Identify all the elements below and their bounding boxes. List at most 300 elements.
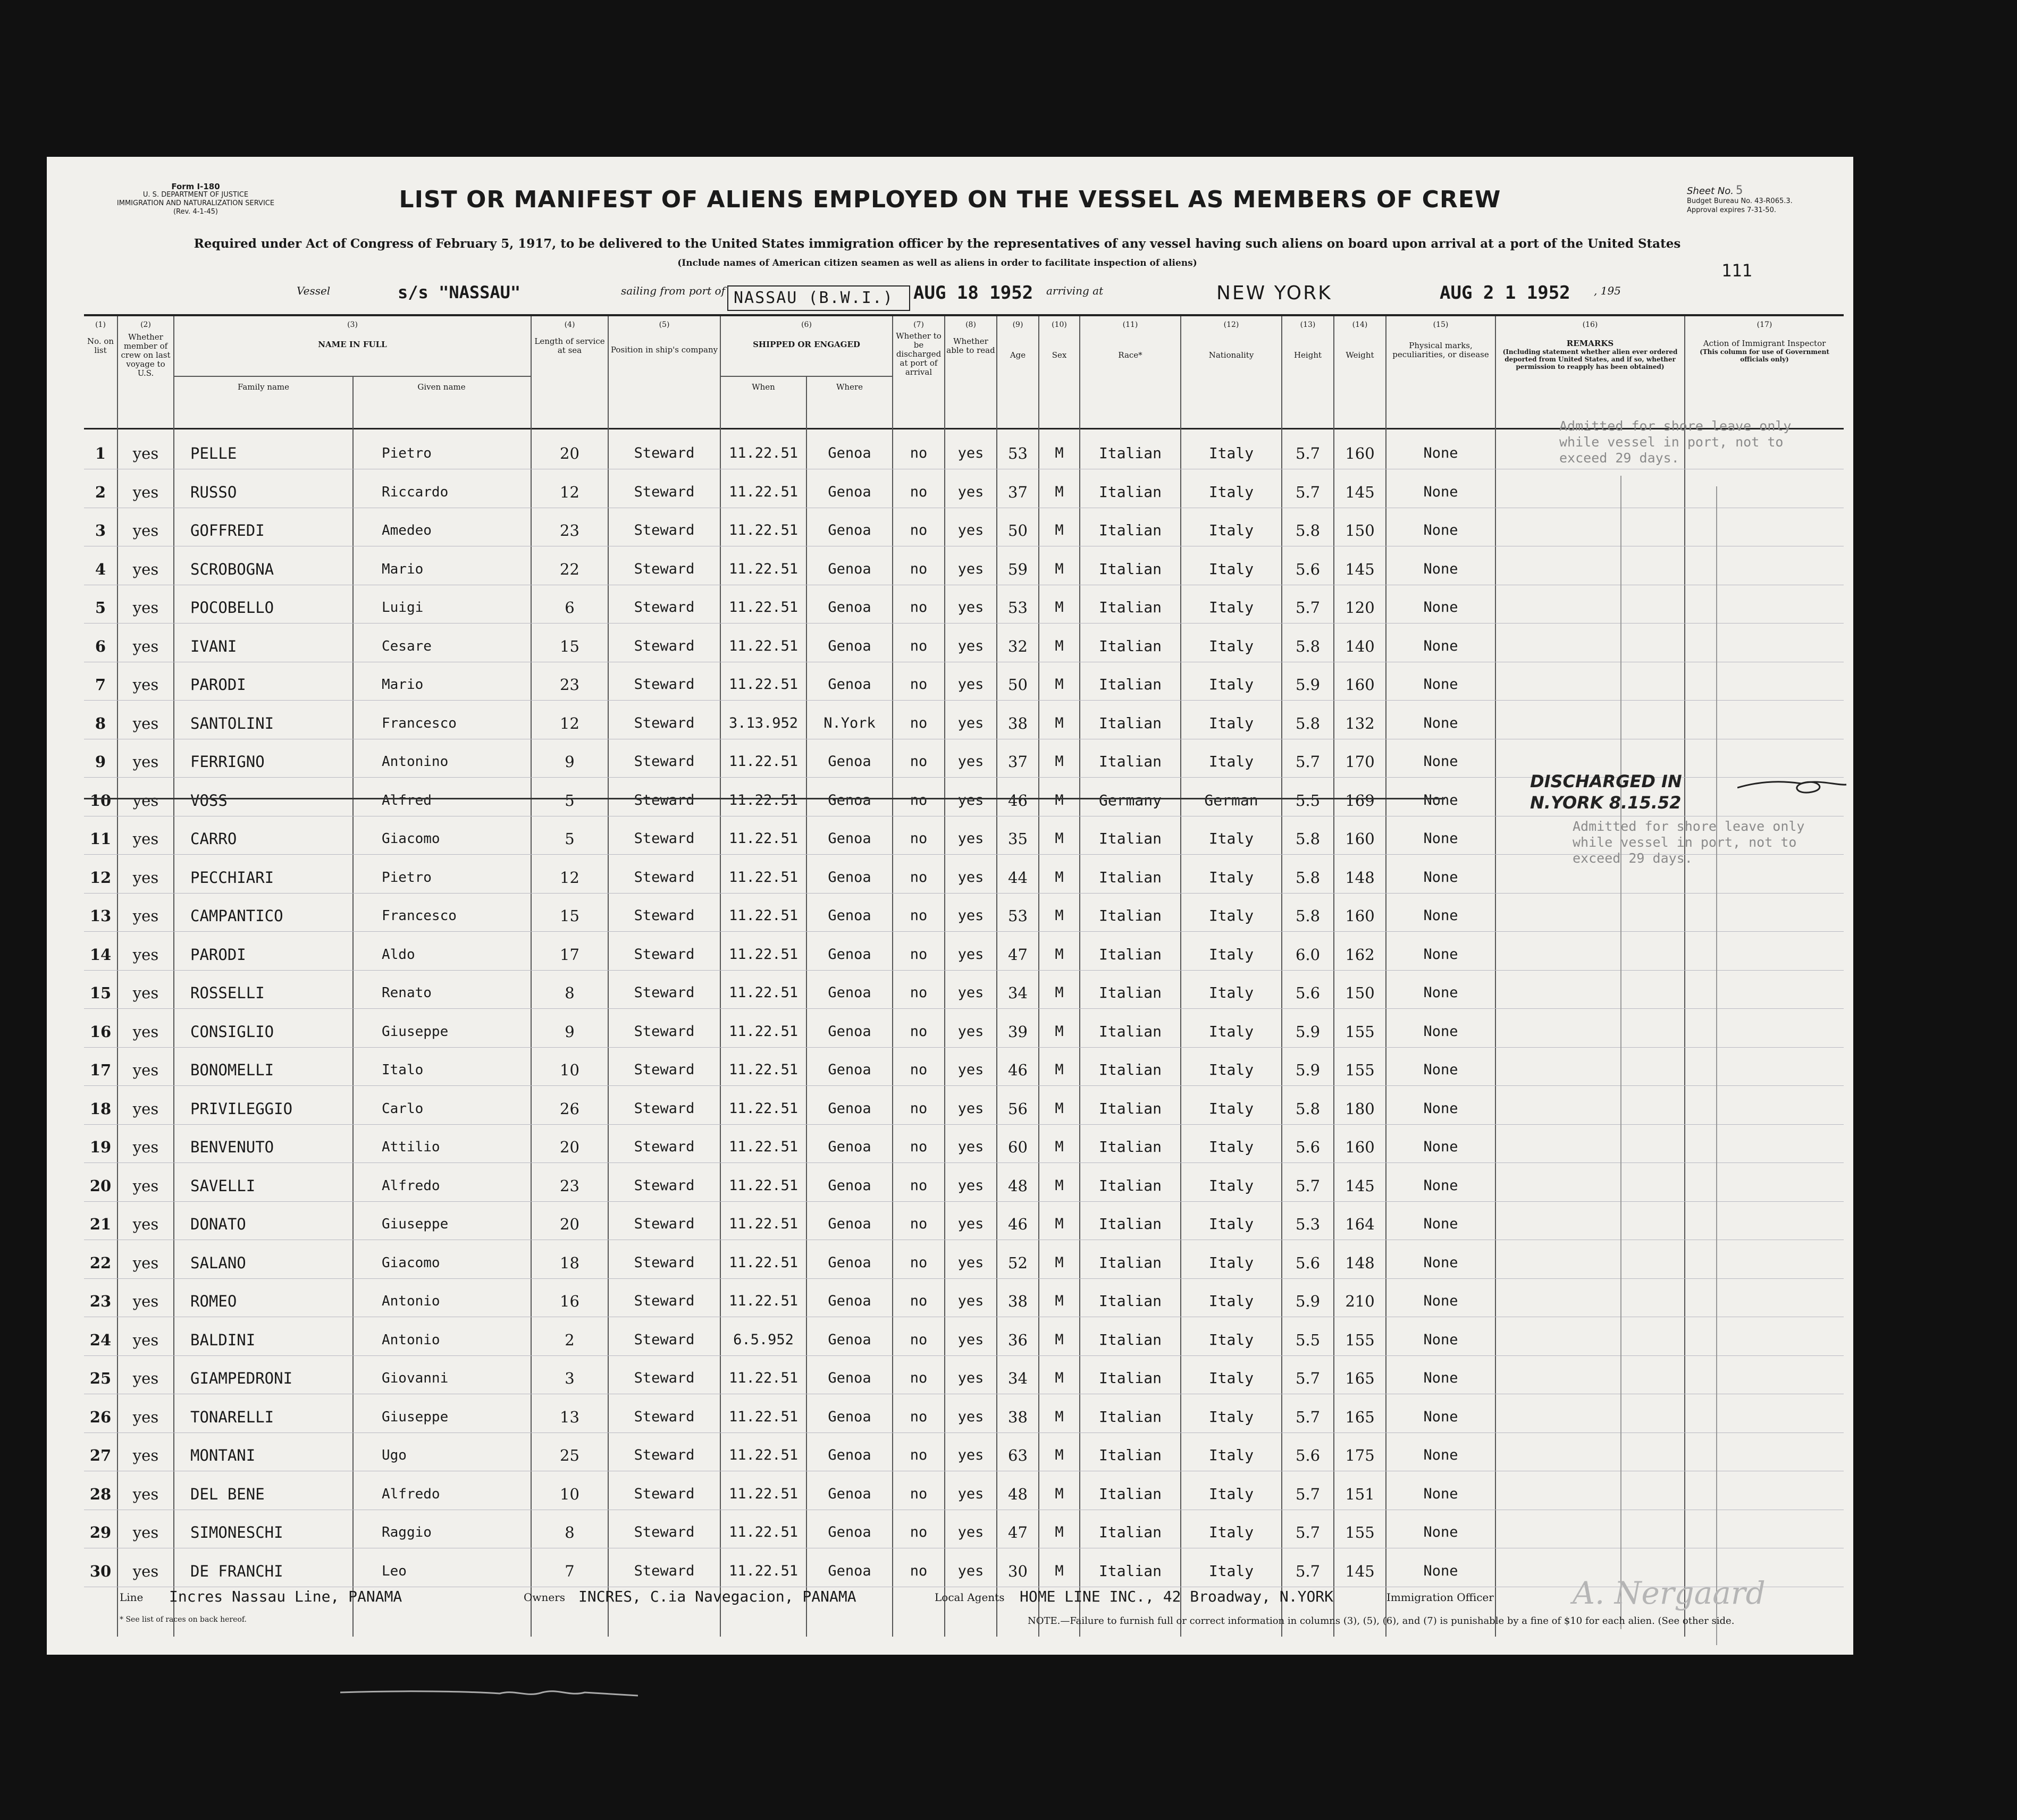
cell-height: 5.9 (1295, 1022, 1321, 1041)
cell-when: 3.13.952 (728, 714, 799, 731)
penalty-note: NOTE.—Failure to furnish full or correct information in columns (3), (5), (6), and (7) is punishable by a fine of $10 for each alien. (See other side. (1028, 1615, 1735, 1627)
department: U. S. DEPARTMENT OF JUSTICE (142, 191, 249, 199)
cell-height: 5.6 (1295, 1138, 1321, 1156)
cell-nationality: Italy (1208, 1061, 1254, 1078)
cell-sex: M (1055, 1139, 1064, 1155)
header-col-9: (9) Age (1010, 321, 1026, 360)
cell-marks: None (1423, 1254, 1458, 1271)
cell-discharged: no (910, 676, 928, 693)
cell-height: 5.6 (1295, 1446, 1321, 1464)
cell-read: yes (957, 1254, 984, 1271)
cell-given: Francesco (382, 715, 457, 731)
cell-crew: yes (132, 1446, 159, 1464)
header-col-3: (3) NAME IN FULL (318, 321, 387, 349)
cell-marks: None (1423, 1447, 1458, 1463)
cell-position: Steward (634, 946, 695, 963)
cell-given: Alfred (382, 792, 432, 808)
cell-where: N.York (823, 714, 876, 731)
cell-family: PELLE (190, 444, 237, 462)
cell-read: yes (957, 1524, 984, 1540)
wire-artifact (340, 1685, 638, 1701)
cell-nationality: Italy (1208, 599, 1254, 616)
cell-nationality: Italy (1208, 521, 1254, 539)
revision: (Rev. 4-1-45) (173, 208, 218, 216)
cell-race: Italian (1098, 1061, 1162, 1078)
cell-position: Steward (634, 1023, 695, 1040)
cell-where: Genoa (828, 1061, 871, 1078)
cell-height: 6.0 (1295, 945, 1321, 964)
cell-no: 23 (89, 1292, 112, 1310)
form-number: Form I-180 (171, 182, 220, 191)
strikethrough-line (84, 798, 1445, 799)
cell-when: 11.22.51 (728, 1177, 799, 1194)
cell-position: Steward (634, 1331, 695, 1348)
cell-sex: M (1055, 869, 1064, 886)
cell-when: 11.22.51 (728, 1293, 799, 1309)
cell-where: Genoa (828, 1370, 871, 1386)
header-col-1: (1) No. on list (87, 321, 114, 355)
cell-read: yes (957, 1485, 984, 1502)
cell-read: yes (957, 676, 984, 693)
cell-height: 5.6 (1295, 560, 1321, 578)
cell-when: 11.22.51 (728, 1216, 799, 1232)
cell-service: 12 (560, 714, 579, 732)
cell-family: DE FRANCHI (190, 1562, 283, 1580)
cell-when: 11.22.51 (728, 560, 799, 577)
cell-read: yes (957, 714, 984, 731)
cell-crew: yes (132, 483, 159, 501)
cell-when: 11.22.51 (728, 1447, 799, 1463)
cell-age: 39 (1008, 1022, 1028, 1041)
cell-marks: None (1423, 1331, 1458, 1348)
cell-where: Genoa (828, 1216, 871, 1232)
header-col-14: (14) Weight (1346, 321, 1374, 360)
cell-weight: 165 (1345, 1369, 1375, 1387)
cell-family: SAVELLI (190, 1176, 256, 1195)
cell-family: CONSIGLIO (190, 1022, 274, 1041)
cell-no: 22 (89, 1253, 112, 1272)
cell-given: Giuseppe (382, 1023, 449, 1040)
cell-race: Italian (1098, 1099, 1162, 1117)
cell-given: Renato (382, 985, 432, 1001)
cell-no: 26 (89, 1408, 112, 1426)
cell-family: FERRIGNO (190, 753, 265, 771)
manifest-page (47, 157, 1853, 1655)
cell-sex: M (1055, 946, 1064, 963)
cell-crew: yes (132, 521, 159, 540)
cell-no: 12 (89, 868, 112, 887)
cell-marks: None (1423, 676, 1458, 693)
handwritten-loop-mark (1737, 776, 1849, 797)
cell-nationality: Italy (1208, 1330, 1254, 1349)
cell-crew: yes (132, 791, 159, 810)
cell-position: Steward (634, 791, 695, 808)
cell-where: Genoa (828, 1023, 871, 1040)
cell-sex: M (1055, 984, 1064, 1001)
cell-read: yes (957, 1370, 984, 1386)
cell-age: 36 (1008, 1330, 1028, 1349)
cell-given: Alfredo (382, 1486, 440, 1502)
cell-marks: None (1423, 1370, 1458, 1386)
cell-marks: None (1423, 791, 1458, 808)
service: IMMIGRATION AND NATURALIZATION SERVICE (116, 199, 275, 207)
header-given-name: Given name (417, 382, 466, 392)
cell-nationality: Italy (1208, 1292, 1254, 1310)
cell-sex: M (1055, 1293, 1064, 1309)
cell-height: 5.7 (1295, 444, 1321, 462)
cell-read: yes (957, 1447, 984, 1463)
cell-marks: None (1423, 907, 1458, 924)
cell-given: Riccardo (382, 484, 449, 500)
cell-read: yes (957, 907, 984, 924)
table-row (84, 1201, 1844, 1240)
cell-no: 21 (89, 1215, 112, 1233)
cell-position: Steward (634, 599, 695, 616)
cell-weight: 145 (1345, 560, 1375, 578)
cell-sex: M (1055, 907, 1064, 924)
cell-race: Italian (1098, 560, 1162, 578)
document-subnote: (Include names of American citizen seamen as well as aliens in order to facilitate inspection of aliens) (677, 258, 1197, 268)
table-row (84, 1433, 1844, 1471)
cell-age: 34 (1008, 1369, 1028, 1387)
cell-height: 5.7 (1295, 1562, 1321, 1580)
cell-service: 7 (565, 1562, 575, 1580)
cell-service: 15 (560, 637, 579, 655)
cell-family: DONATO (190, 1215, 246, 1233)
cell-sex: M (1055, 1254, 1064, 1271)
table-row (84, 1124, 1844, 1163)
cell-no: 3 (95, 521, 106, 540)
arrival-port: NEW YORK (1216, 282, 1332, 304)
cell-discharged: no (910, 637, 928, 654)
cell-sex: M (1055, 522, 1064, 538)
cell-no: 29 (89, 1523, 112, 1541)
cell-when: 11.22.51 (728, 830, 799, 847)
cell-weight: 160 (1345, 444, 1375, 462)
cell-service: 20 (560, 444, 579, 462)
cell-discharged: no (910, 1254, 928, 1271)
cell-marks: None (1423, 445, 1458, 461)
cell-sex: M (1055, 560, 1064, 577)
cell-service: 26 (560, 1099, 579, 1118)
cell-weight: 148 (1345, 1253, 1375, 1272)
remark-shore-leave-2: Admitted for shore leave only while vessel in port, not to exceed 29 days. (1573, 819, 1805, 866)
cell-race: Italian (1098, 907, 1162, 924)
cell-age: 53 (1008, 907, 1028, 925)
remark-discharged: DISCHARGED IN N.YORK 8.15.52 (1530, 771, 1682, 813)
document-subtitle: Required under Act of Congress of February 5, 1917, to be delivered to the United States immigration officer by the representatives of any vessel having such aliens on board upon arrival at a port of the United States (194, 237, 1681, 251)
cell-discharged: no (910, 1293, 928, 1309)
table-row (84, 1086, 1844, 1125)
cell-service: 20 (560, 1215, 579, 1233)
cell-when: 11.22.51 (728, 1408, 799, 1425)
cell-given: Giuseppe (382, 1216, 449, 1232)
cell-no: 13 (89, 907, 112, 925)
table-row (84, 1394, 1844, 1433)
cell-height: 5.7 (1295, 753, 1321, 771)
cell-age: 50 (1008, 521, 1028, 540)
cell-family: SALANO (190, 1253, 246, 1272)
cell-family: ROMEO (190, 1292, 237, 1310)
cell-race: Italian (1098, 830, 1162, 847)
cell-marks: None (1423, 1139, 1458, 1155)
cell-given: Giacomo (382, 1254, 440, 1271)
table-row (84, 585, 1844, 623)
cell-where: Genoa (828, 791, 871, 808)
cell-sex: M (1055, 1370, 1064, 1386)
table-row (84, 1317, 1844, 1356)
cell-crew: yes (132, 984, 159, 1002)
cell-discharged: no (910, 869, 928, 886)
cell-weight: 169 (1345, 791, 1375, 810)
cell-marks: None (1423, 714, 1458, 731)
cell-discharged: no (910, 1216, 928, 1232)
pencil-mark (1716, 901, 1717, 1645)
cell-sex: M (1055, 637, 1064, 654)
cell-age: 53 (1008, 444, 1028, 462)
arrival-date-stamp: AUG 2 1 1952 (1440, 282, 1570, 304)
cell-marks: None (1423, 560, 1458, 577)
cell-crew: yes (132, 1485, 159, 1503)
cell-family: BENVENUTO (190, 1138, 274, 1156)
table-row (84, 970, 1844, 1009)
cell-service: 20 (560, 1138, 579, 1156)
cell-height: 5.8 (1295, 907, 1321, 925)
cell-race: Italian (1098, 1369, 1162, 1387)
cell-discharged: no (910, 791, 928, 808)
cell-sex: M (1055, 830, 1064, 847)
cell-marks: None (1423, 984, 1458, 1001)
cell-family: GIAMPEDRONI (190, 1369, 293, 1387)
cell-service: 6 (565, 599, 575, 617)
cell-marks: None (1423, 1408, 1458, 1425)
cell-weight: 180 (1345, 1099, 1375, 1118)
cell-nationality: Italy (1208, 1099, 1254, 1117)
cell-when: 11.22.51 (728, 869, 799, 886)
header-col-7: (7) Whether to be discharged at port of arrival (896, 321, 942, 377)
cell-position: Steward (634, 830, 695, 847)
cell-marks: None (1423, 599, 1458, 616)
cell-given: Alfredo (382, 1177, 440, 1194)
cell-family: PARODI (190, 945, 246, 964)
cell-read: yes (957, 1061, 984, 1078)
cell-crew: yes (132, 637, 159, 655)
cell-where: Genoa (828, 1447, 871, 1463)
cell-race: Italian (1098, 1176, 1162, 1194)
cell-when: 11.22.51 (728, 1524, 799, 1540)
cell-where: Genoa (828, 830, 871, 847)
cell-marks: None (1423, 637, 1458, 654)
cell-read: yes (957, 560, 984, 577)
cell-discharged: no (910, 1139, 928, 1155)
table-row (84, 1510, 1844, 1548)
cell-given: Giovanni (382, 1370, 449, 1386)
cell-height: 5.3 (1295, 1215, 1321, 1233)
cell-weight: 160 (1345, 1138, 1375, 1156)
cell-nationality: Italy (1208, 560, 1254, 578)
cell-race: Italian (1098, 1446, 1162, 1464)
cell-when: 11.22.51 (728, 791, 799, 808)
cell-family: PECCHIARI (190, 868, 274, 887)
header-where: Where (836, 382, 863, 392)
cell-weight: 160 (1345, 907, 1375, 925)
cell-read: yes (957, 830, 984, 847)
cell-sex: M (1055, 1562, 1064, 1579)
cell-service: 25 (560, 1446, 579, 1464)
cell-read: yes (957, 1216, 984, 1232)
cell-position: Steward (634, 483, 695, 500)
cell-given: Carlo (382, 1100, 424, 1117)
cell-given: Pietro (382, 445, 432, 461)
cell-sex: M (1055, 483, 1064, 500)
header-col-16: (16) REMARKS (Including statement whether alien ever ordered deported from United States, and if so, whether permission to reapply has been obtained) (1502, 321, 1678, 370)
cell-sex: M (1055, 1447, 1064, 1463)
cell-discharged: no (910, 1177, 928, 1194)
cell-where: Genoa (828, 1139, 871, 1155)
cell-family: ROSSELLI (190, 984, 265, 1002)
cell-age: 56 (1008, 1099, 1028, 1118)
cell-age: 34 (1008, 984, 1028, 1002)
cell-no: 10 (89, 791, 112, 810)
cell-nationality: Italy (1208, 868, 1254, 886)
table-row (84, 1163, 1844, 1202)
header-col-11: (11) Race* (1118, 321, 1142, 360)
cell-no: 5 (95, 599, 106, 617)
cell-weight: 155 (1345, 1061, 1375, 1079)
cell-crew: yes (132, 714, 159, 732)
cell-read: yes (957, 522, 984, 538)
cell-position: Steward (634, 560, 695, 577)
cell-service: 12 (560, 868, 579, 887)
cell-no: 14 (89, 945, 112, 964)
cell-position: Steward (634, 1562, 695, 1579)
cell-race: Italian (1098, 444, 1162, 462)
cell-marks: None (1423, 753, 1458, 770)
header-col-17: (17) Action of Immigrant Inspector (This column for use of Government officials only) (1700, 321, 1829, 363)
manifest-footer (47, 1575, 1853, 1655)
cell-age: 48 (1008, 1485, 1028, 1503)
cell-sex: M (1055, 1023, 1064, 1040)
vessel-name: s/s "NASSAU" (398, 282, 521, 302)
cell-family: DEL BENE (190, 1485, 265, 1503)
cell-position: Steward (634, 1139, 695, 1155)
cell-age: 46 (1008, 791, 1028, 810)
cell-sex: M (1055, 599, 1064, 616)
cell-race: Italian (1098, 868, 1162, 886)
cell-when: 11.22.51 (728, 1562, 799, 1579)
cell-age: 37 (1008, 753, 1028, 771)
cell-height: 5.8 (1295, 521, 1321, 540)
cell-height: 5.7 (1295, 1176, 1321, 1195)
cell-no: 25 (89, 1369, 112, 1387)
cell-where: Genoa (828, 869, 871, 886)
cell-height: 5.8 (1295, 830, 1321, 848)
cell-position: Steward (634, 676, 695, 693)
cell-no: 9 (95, 753, 106, 771)
cell-sex: M (1055, 1331, 1064, 1348)
cell-weight: 150 (1345, 984, 1375, 1002)
cell-discharged: no (910, 1100, 928, 1117)
cell-read: yes (957, 445, 984, 461)
cell-discharged: no (910, 1023, 928, 1040)
cell-age: 46 (1008, 1061, 1028, 1079)
cell-nationality: Italy (1208, 1138, 1254, 1156)
cell-service: 5 (565, 830, 575, 848)
cell-where: Genoa (828, 1177, 871, 1194)
cell-nationality: Italy (1208, 984, 1254, 1001)
cell-when: 11.22.51 (728, 1023, 799, 1040)
officer-label: Immigration Officer (1386, 1591, 1494, 1604)
cell-when: 11.22.51 (728, 1254, 799, 1271)
cell-crew: yes (132, 560, 159, 578)
cell-family: BONOMELLI (190, 1061, 274, 1079)
cell-no: 24 (89, 1330, 112, 1349)
cell-where: Genoa (828, 1331, 871, 1348)
cell-service: 2 (565, 1330, 575, 1349)
cell-weight: 164 (1345, 1215, 1375, 1233)
cell-marks: None (1423, 1562, 1458, 1579)
cell-weight: 155 (1345, 1523, 1375, 1541)
cell-height: 5.7 (1295, 599, 1321, 617)
cell-race: Italian (1098, 1215, 1162, 1233)
cell-height: 5.9 (1295, 1061, 1321, 1079)
cell-family: SANTOLINI (190, 714, 274, 732)
cell-read: yes (957, 637, 984, 654)
table-row (84, 1471, 1844, 1510)
cell-age: 53 (1008, 599, 1028, 617)
cell-race: Italian (1098, 676, 1162, 693)
cell-service: 23 (560, 676, 579, 694)
cell-weight: 160 (1345, 676, 1375, 694)
cell-height: 5.7 (1295, 1369, 1321, 1387)
header-col-10: (10) Sex (1052, 321, 1067, 360)
cell-discharged: no (910, 1562, 928, 1579)
cell-given: Luigi (382, 600, 424, 616)
cell-discharged: no (910, 830, 928, 847)
cell-race: Italian (1098, 1330, 1162, 1349)
cell-crew: yes (132, 1562, 159, 1580)
cell-weight: 145 (1345, 483, 1375, 501)
cell-where: Genoa (828, 445, 871, 461)
cell-given: Aldo (382, 946, 415, 963)
cell-given: Antonino (382, 754, 449, 770)
cell-family: CARRO (190, 830, 237, 848)
cell-age: 47 (1008, 945, 1028, 964)
cell-marks: None (1423, 1061, 1458, 1078)
cell-weight: 120 (1345, 599, 1375, 617)
cell-family: GOFFREDI (190, 521, 265, 540)
cell-no: 17 (89, 1061, 112, 1079)
cell-nationality: Italy (1208, 483, 1254, 501)
cell-family: SIMONESCHI (190, 1523, 283, 1541)
cell-age: 59 (1008, 560, 1028, 578)
cell-crew: yes (132, 1292, 159, 1310)
cell-where: Genoa (828, 984, 871, 1001)
cell-age: 46 (1008, 1215, 1028, 1233)
table-row (84, 469, 1844, 508)
cell-crew: yes (132, 1523, 159, 1541)
cell-given: Mario (382, 677, 424, 693)
cell-no: 4 (95, 560, 106, 578)
line-label: Line (120, 1591, 144, 1604)
cell-position: Steward (634, 1293, 695, 1309)
cell-given: Attilio (382, 1139, 440, 1155)
officer-signature: A. Nergaard (1573, 1575, 1766, 1611)
cell-position: Steward (634, 522, 695, 538)
cell-weight: 148 (1345, 868, 1375, 887)
table-header (84, 316, 1844, 428)
year-suffix-wrap (1594, 284, 1621, 306)
